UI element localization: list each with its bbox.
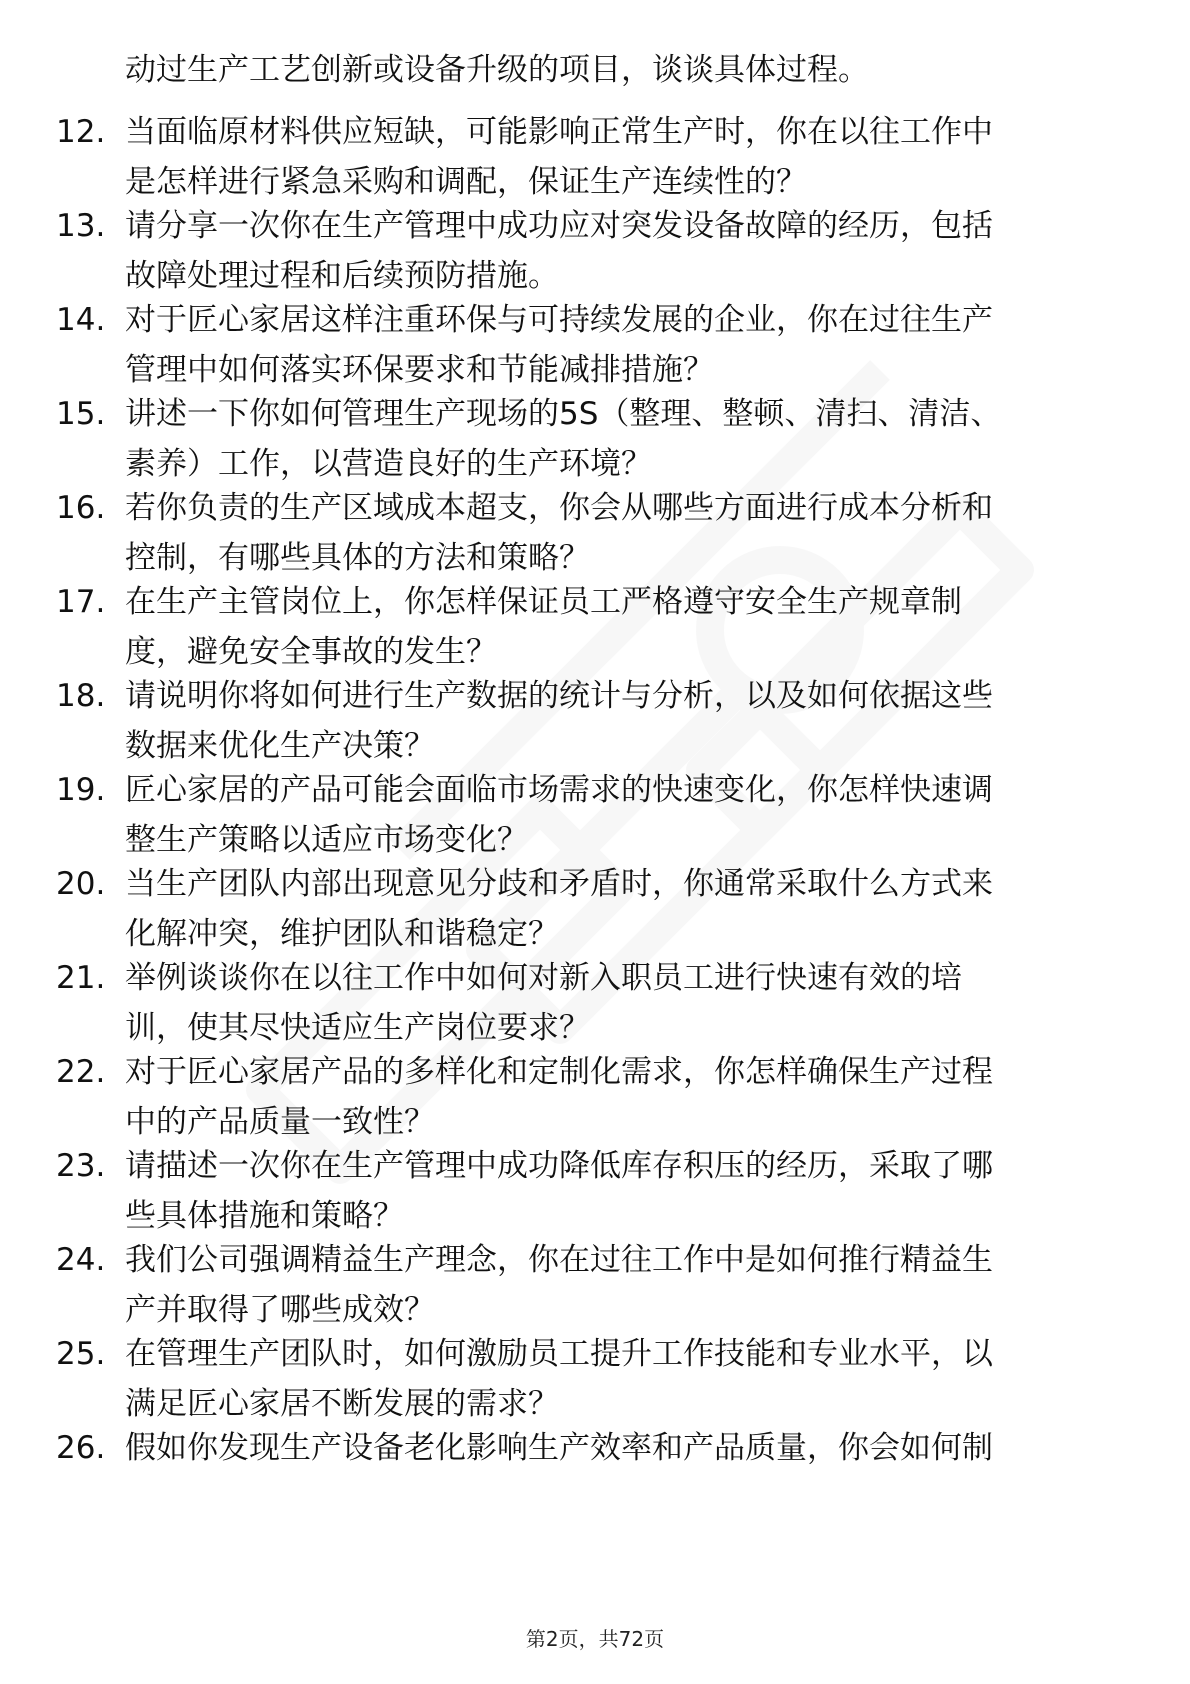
question-text-line: 对于匠心家居产品的多样化和定制化需求，你怎样确保生产过程 — [125, 1054, 993, 1090]
question-text-line: 故障处理过程和后续预防措施。 — [125, 258, 559, 294]
question-text — [125, 953, 1125, 1053]
question-text — [125, 389, 1125, 489]
question-item — [56, 1047, 1136, 1147]
question-text-line: 当面临原材料供应短缺，可能影响正常生产时，你在以往工作中 — [125, 114, 993, 150]
question-text-line: 请描述一次你在生产管理中成功降低库存积压的经历，采取了哪 — [125, 1148, 993, 1184]
question-text-line: 控制，有哪些具体的方法和策略？ — [125, 540, 590, 576]
question-text — [125, 765, 1125, 865]
question-text — [125, 577, 1125, 677]
question-text — [125, 483, 1125, 583]
question-text — [125, 201, 1125, 301]
question-item — [56, 765, 1136, 865]
question-item — [56, 1141, 1136, 1241]
question-text-line: 请分享一次你在生产管理中成功应对突发设备故障的经历，包括 — [125, 208, 993, 244]
question-number: 23. — [56, 1148, 106, 1184]
question-text-line: 讲述一下你如何管理生产现场的5S（整理、整顿、清扫、清洁、 — [125, 396, 1002, 432]
question-number: 12. — [56, 114, 106, 150]
question-text — [125, 1329, 1125, 1429]
question-item — [56, 859, 1136, 959]
question-item — [56, 107, 1136, 207]
question-number: 24. — [56, 1242, 106, 1278]
question-text — [125, 1423, 1125, 1473]
question-text-line: 在管理生产团队时，如何激励员工提升工作技能和专业水平，以 — [125, 1336, 993, 1372]
question-text — [125, 1047, 1125, 1147]
question-number: 16. — [56, 490, 106, 526]
question-number: 26. — [56, 1430, 106, 1466]
question-number: 22. — [56, 1054, 106, 1090]
question-number: 25. — [56, 1336, 106, 1372]
question-number: 18. — [56, 678, 106, 714]
question-text-line: 在生产主管岗位上，你怎样保证员工严格遵守安全生产规章制 — [125, 584, 962, 620]
question-text — [125, 1235, 1125, 1335]
question-number: 20. — [56, 866, 106, 902]
question-text-line: 举例谈谈你在以往工作中如何对新入职员工进行快速有效的培 — [125, 960, 962, 996]
question-text-line: 请说明你将如何进行生产数据的统计与分析，以及如何依据这些 — [125, 678, 993, 714]
question-text-line: 管理中如何落实环保要求和节能减排措施？ — [125, 352, 714, 388]
page-number-footer: 第2页，共72页 — [525, 1627, 665, 1651]
question-number: 14. — [56, 302, 106, 338]
question-text — [125, 295, 1125, 395]
question-item — [56, 389, 1136, 489]
question-text-line: 我们公司强调精益生产理念，你在过往工作中是如何推行精益生 — [125, 1242, 993, 1278]
question-item — [56, 201, 1136, 301]
question-item — [56, 1235, 1136, 1335]
question-item — [56, 671, 1136, 771]
question-item — [56, 953, 1136, 1053]
question-text-line: 假如你发现生产设备老化影响生产效率和产品质量，你会如何制 — [125, 1430, 993, 1466]
question-text-line: 度，避免安全事故的发生？ — [125, 634, 497, 670]
question-text — [125, 671, 1125, 771]
question-item — [56, 1423, 1136, 1473]
question-number: 15. — [56, 396, 106, 432]
question-text-line: 些具体措施和策略？ — [125, 1198, 404, 1234]
question-number: 13. — [56, 208, 106, 244]
question-number: 19. — [56, 772, 106, 808]
question-text-line: 化解冲突，维护团队和谐稳定？ — [125, 916, 559, 952]
question-item — [56, 483, 1136, 583]
question-text-line: 训，使其尽快适应生产岗位要求？ — [125, 1010, 590, 1046]
question-text-line: 素养）工作，以营造良好的生产环境？ — [125, 446, 652, 482]
question-text — [125, 107, 1125, 207]
question-item — [56, 577, 1136, 677]
question-text — [125, 1141, 1125, 1241]
question-text-line: 匠心家居的产品可能会面临市场需求的快速变化，你怎样快速调 — [125, 772, 993, 808]
question-text-line: 满足匠心家居不断发展的需求？ — [125, 1386, 559, 1422]
question-text-line: 是怎样进行紧急采购和调配，保证生产连续性的？ — [125, 164, 807, 200]
question-text-line: 对于匠心家居这样注重环保与可持续发展的企业，你在过往生产 — [125, 302, 993, 338]
question-text-line: 数据来优化生产决策？ — [125, 728, 435, 764]
question-number: 17. — [56, 584, 106, 620]
question-text-line: 产并取得了哪些成效？ — [125, 1292, 435, 1328]
question-text-line: 当生产团队内部出现意见分歧和矛盾时，你通常采取什么方式来 — [125, 866, 993, 902]
intro-continuation-line: 动过生产工艺创新或设备升级的项目，谈谈具体过程。 — [125, 52, 869, 88]
question-text-line: 整生产策略以适应市场变化？ — [125, 822, 528, 858]
question-text-line: 中的产品质量一致性？ — [125, 1104, 435, 1140]
question-text-line: 若你负责的生产区域成本超支，你会从哪些方面进行成本分析和 — [125, 490, 993, 526]
question-text — [125, 859, 1125, 959]
question-item — [56, 295, 1136, 395]
question-number: 21. — [56, 960, 106, 996]
question-item — [56, 1329, 1136, 1429]
